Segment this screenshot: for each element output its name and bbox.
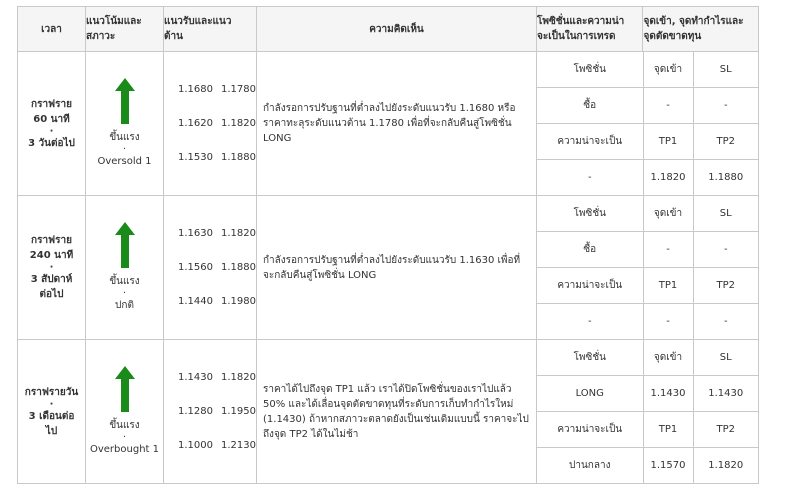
grid-cell: ความน่าจะเป็น (537, 124, 643, 160)
grid-cell: - (587, 172, 592, 183)
header-levels-line2: ต้าน (164, 31, 183, 42)
header-comment: ความคิดเห็น (257, 7, 537, 52)
grid-cell: TP2 (693, 124, 758, 160)
support-value: 1.1440 (178, 295, 213, 307)
grid-cell: - (587, 316, 592, 327)
timeframe-line: ไป (45, 425, 58, 437)
grid-cell: จุดเข้า (643, 52, 693, 88)
timeframe-cell (18, 52, 86, 196)
resistance-value: 1.1980 (221, 295, 256, 307)
resistance-value: 1.1820 (221, 371, 256, 383)
table-row (18, 52, 759, 196)
level-row (178, 73, 256, 107)
table-row (18, 340, 759, 484)
support-value: 1.1560 (178, 261, 213, 273)
analysis-table (17, 6, 759, 484)
grid-cell: - (693, 88, 758, 124)
grid-cell: 1.1430 (643, 376, 693, 412)
resistance-value: 1.1880 (221, 151, 256, 163)
resistance-value: 1.1820 (221, 227, 256, 239)
header-levels (164, 7, 257, 52)
separator-dot: · (122, 432, 127, 443)
position-cell (537, 52, 759, 196)
grid-cell: SL (693, 340, 758, 376)
timeframe-line: 3 วันต่อไป (28, 137, 75, 149)
header-position-line2: จะเป็นในการเทรด (537, 31, 616, 42)
grid-cell: TP1 (643, 124, 693, 160)
header-row (18, 7, 759, 52)
arrow-up-icon (115, 222, 135, 268)
level-row (178, 251, 256, 285)
table-row (18, 196, 759, 340)
levels-cell (164, 52, 257, 196)
separator-dot: · (49, 125, 54, 137)
position-cell (537, 340, 759, 484)
position-grid (537, 196, 758, 339)
levels-cell (164, 196, 257, 340)
header-entry-line2: จุดตัดขาดทุน (643, 31, 702, 42)
grid-cell: - (693, 304, 758, 340)
trend-label: ขึ้นแรง (109, 132, 140, 143)
grid-cell: โพซิชั่น (537, 52, 643, 88)
support-value: 1.1630 (178, 227, 213, 239)
level-row (178, 217, 256, 251)
grid-cell: 1.1880 (693, 160, 758, 196)
comment-cell: กำลังรอการปรับฐานที่ต่ำลงไปยังระดับแนวรับ 1.1630 เพื่อที่จะกลับคืนสู่โพซิชั่น LONG (257, 196, 537, 340)
level-row (178, 429, 256, 463)
resistance-value: 1.1880 (221, 261, 256, 273)
trend-cell (86, 196, 164, 340)
condition-label: ปกติ (115, 300, 134, 311)
levels-cell (164, 340, 257, 484)
separator-dot: · (122, 144, 127, 155)
trend-label: ขึ้นแรง (109, 276, 140, 287)
trend-cell (86, 340, 164, 484)
grid-cell: 1.1430 (693, 376, 758, 412)
comment-cell: ราคาได้ไปถึงจุด TP1 แล้ว เราได้ปิดโพซิชั่นของเราไปแล้ว 50% และได้เลื่อนจุดตัดขาดทุนที่ระดับการเก็บทำกำไรใหม่ (1.1430) ถ้าหากสภาวะตลาดยังเป็นเช่นเดิมแบบนี้ ราคาจะไปถึงจุด TP2 ได้ในไม่ช้า (257, 340, 537, 484)
grid-cell: TP2 (693, 412, 758, 448)
timeframe-line: กราฟราย (31, 235, 72, 246)
position-grid (537, 340, 758, 483)
support-value: 1.1430 (178, 371, 213, 383)
grid-cell: ปานกลาง (569, 460, 611, 471)
grid-cell: 1.1570 (643, 448, 693, 484)
resistance-value: 1.1950 (221, 405, 256, 417)
timeframe-line: 3 สัปดาห์ (30, 274, 73, 285)
grid-cell: - (643, 304, 693, 340)
grid-cell: ความน่าจะเป็น (537, 412, 643, 448)
header-position (537, 7, 643, 52)
level-row (178, 141, 256, 175)
header-entry (643, 7, 759, 52)
separator-dot: · (49, 398, 54, 410)
timeframe-line: ต่อไป (39, 289, 64, 300)
arrow-up-icon (115, 366, 135, 412)
grid-cell: ซื้อ (537, 232, 643, 268)
header-trend-line2: สภาวะ (86, 31, 116, 42)
header-time: เวลา (18, 7, 86, 52)
grid-cell: 1.1820 (693, 448, 758, 484)
timeframe-line: กราฟรายวัน (24, 386, 79, 398)
support-value: 1.1530 (178, 151, 213, 163)
resistance-value: 1.2130 (221, 439, 256, 451)
resistance-value: 1.1780 (221, 83, 256, 95)
arrow-up-icon (115, 78, 135, 124)
header-levels-line1: แนวรับและแนว (164, 16, 232, 27)
level-row (178, 285, 256, 319)
timeframe-cell (18, 340, 86, 484)
level-row (178, 361, 256, 395)
grid-cell: TP1 (643, 412, 693, 448)
comment-cell: กำลังรอการปรับฐานที่ต่ำลงไปยังระดับแนวรับ 1.1680 หรือราคาทะลุระดับแนวต้าน 1.1780 เพื่อที่จะกลับคืนสู่โพซิชั่น LONG (257, 52, 537, 196)
condition-label: Overbought 1 (89, 444, 159, 455)
level-row (178, 107, 256, 141)
grid-cell: TP1 (643, 268, 693, 304)
grid-cell: - (643, 88, 693, 124)
grid-cell: - (693, 232, 758, 268)
support-value: 1.1280 (178, 405, 213, 417)
grid-cell: โพซิชั่น (537, 340, 643, 376)
trend-cell (86, 52, 164, 196)
resistance-value: 1.1820 (221, 117, 256, 129)
grid-cell: SL (693, 196, 758, 232)
grid-cell: จุดเข้า (643, 196, 693, 232)
position-cell (537, 196, 759, 340)
grid-cell: ซื้อ (537, 88, 643, 124)
grid-cell: SL (693, 52, 758, 88)
timeframe-line: กราฟราย (31, 98, 72, 110)
timeframe-cell (18, 196, 86, 340)
timeframe-line: 3 เดือนต่อ (28, 410, 75, 422)
grid-cell: TP2 (693, 268, 758, 304)
support-value: 1.1680 (178, 83, 213, 95)
trend-label: ขึ้นแรง (109, 420, 140, 431)
separator-dot: · (122, 288, 127, 299)
grid-cell: - (643, 232, 693, 268)
separator-dot: · (49, 262, 54, 273)
support-value: 1.1000 (178, 439, 213, 451)
position-grid (537, 52, 758, 195)
header-trend (86, 7, 164, 52)
timeframe-line: 60 นาที (33, 113, 70, 125)
timeframe-line: 240 นาที (29, 250, 74, 261)
grid-cell: ความน่าจะเป็น (537, 268, 643, 304)
header-trend-line1: แนวโน้มและ (86, 16, 142, 27)
grid-cell: LONG (537, 376, 643, 412)
grid-cell: โพซิชั่น (537, 196, 643, 232)
level-row (178, 395, 256, 429)
grid-cell: จุดเข้า (643, 340, 693, 376)
condition-label: Oversold 1 (97, 156, 152, 167)
header-entry-line1: จุดเข้า, จุดทำกำไรและ (643, 16, 744, 27)
grid-cell: 1.1820 (643, 160, 693, 196)
header-position-line1: โพซิชั่นและความน่า (537, 16, 625, 27)
support-value: 1.1620 (178, 117, 213, 129)
